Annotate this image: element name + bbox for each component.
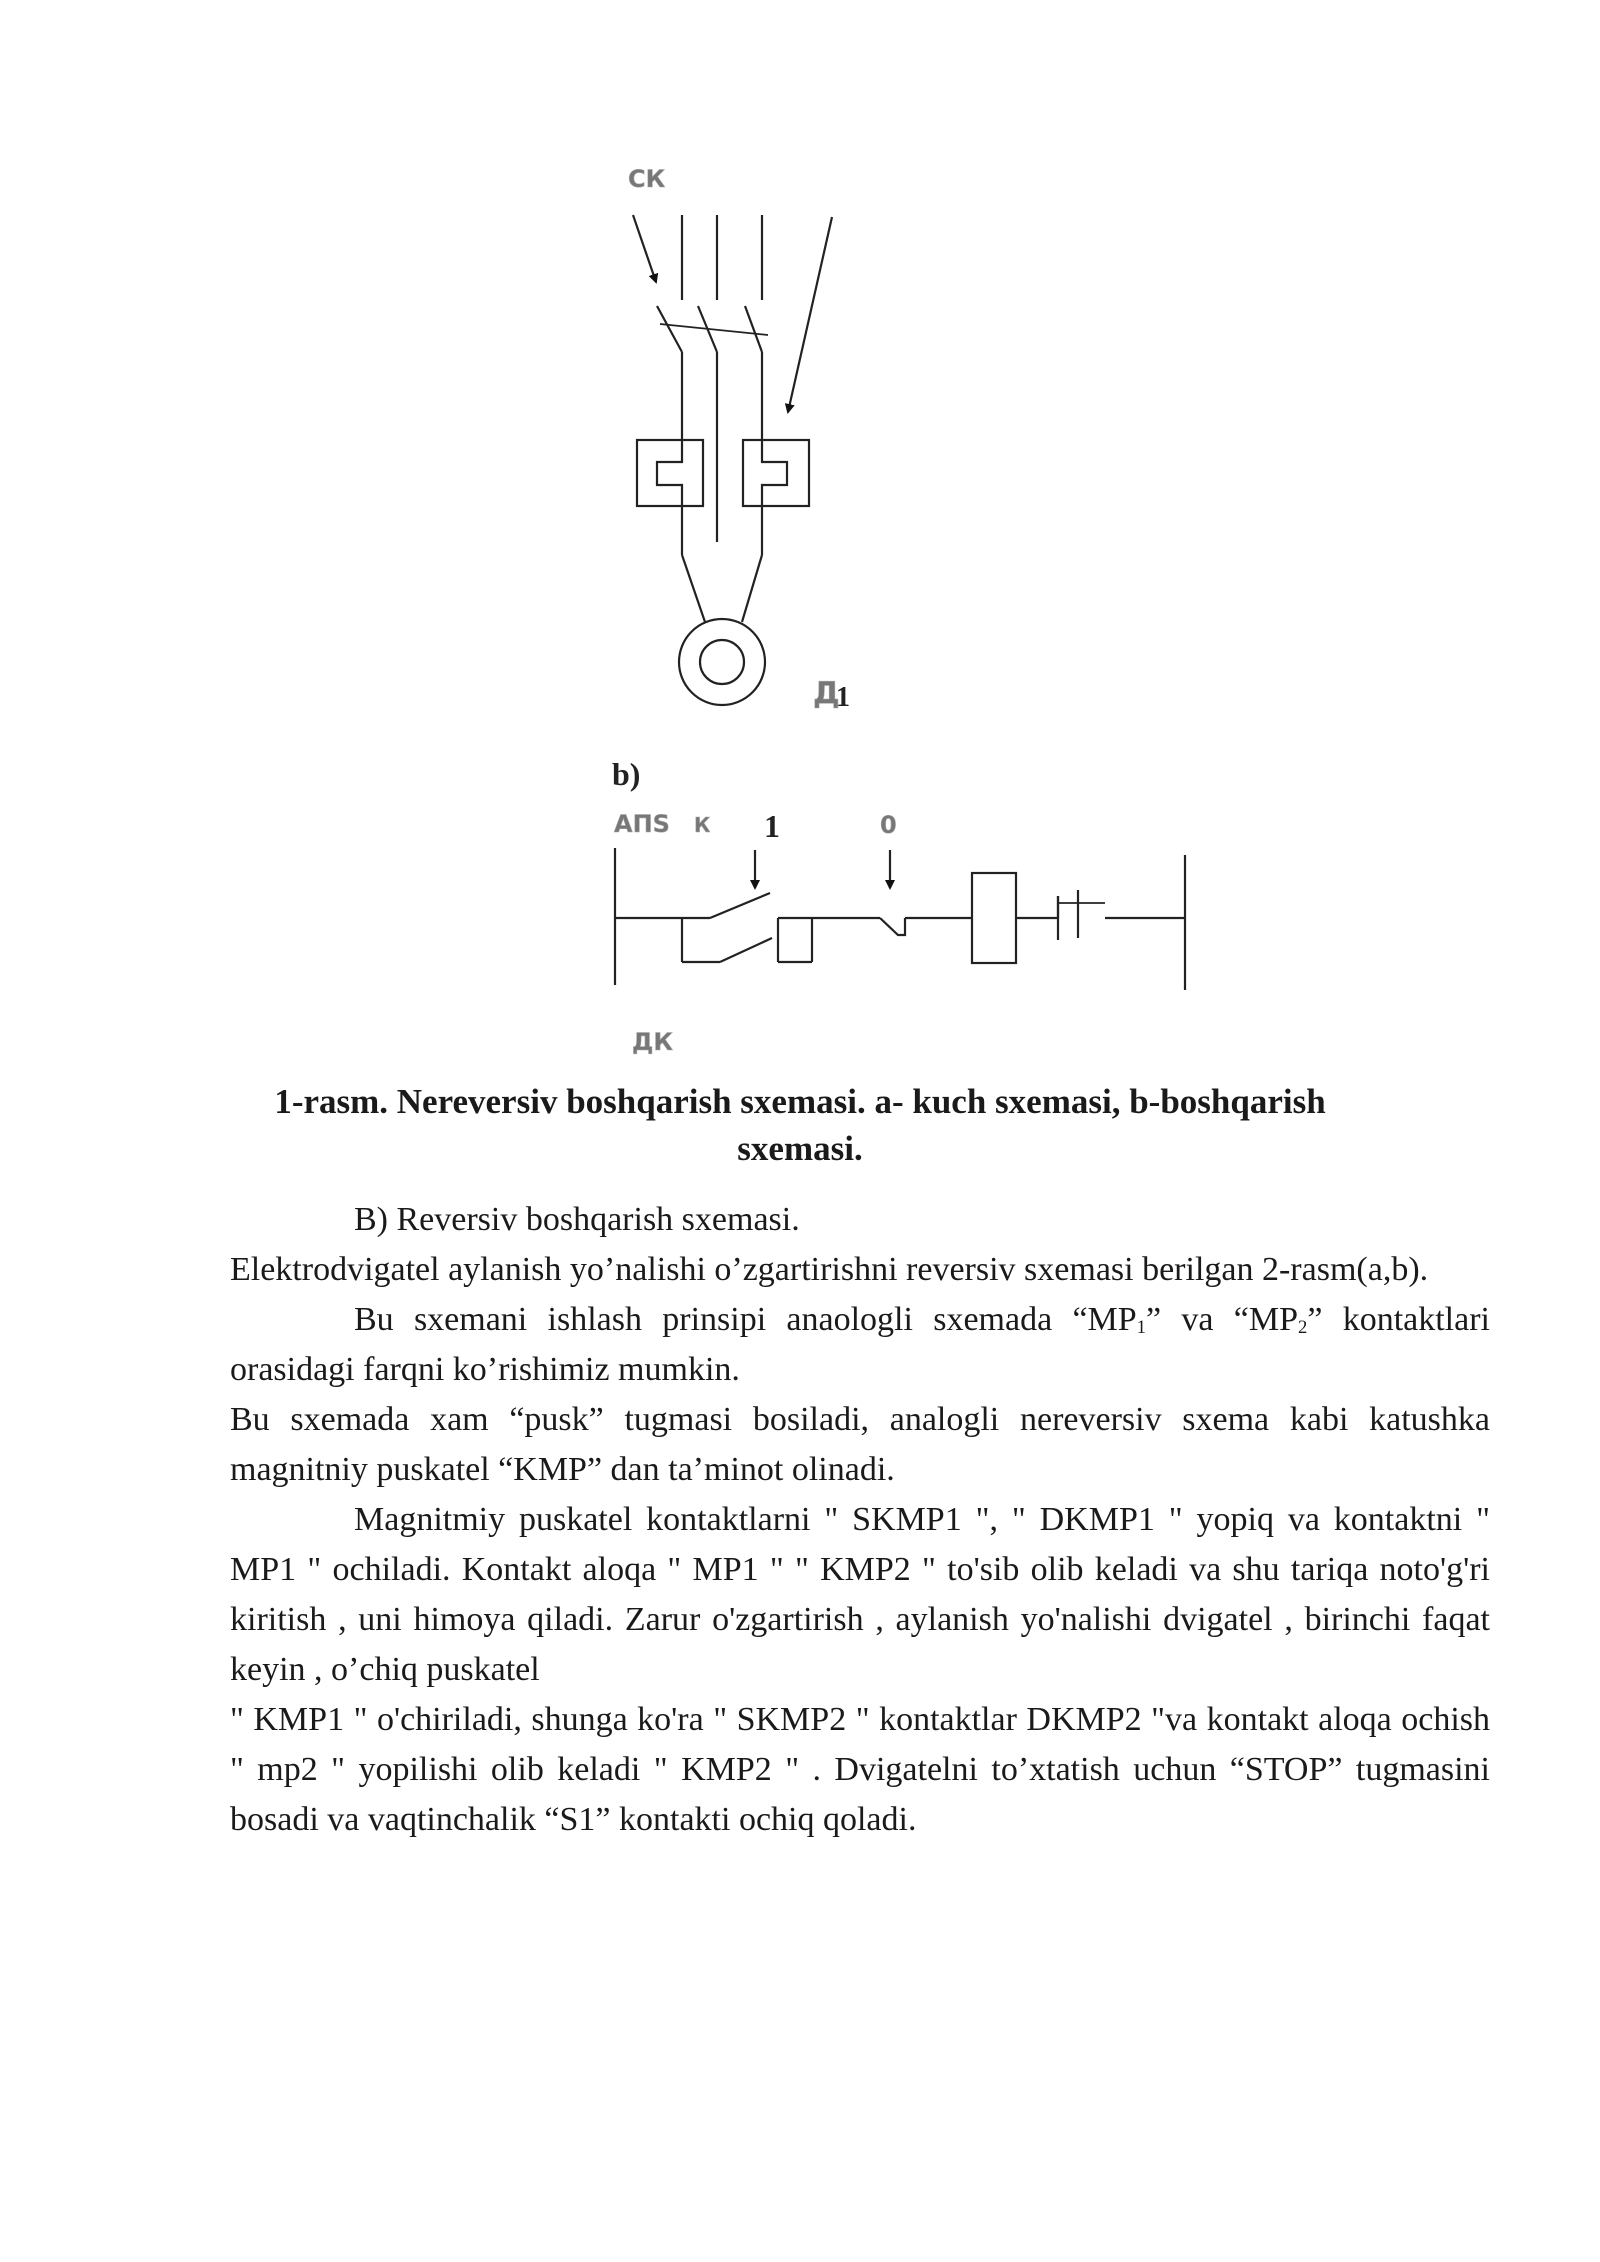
paragraph-5: Magnitmiy puskatel kontaktlarni " SKMP1 ", " DKMP1 " yopiq va kontaktni " MP1 " ochiladi. Kontakt aloqa " MP1 " " KMP2 " to'sib olib keladi va shu tariqa noto'g'ri kiritish , uni himoya qiladi. Zarur o'zgartirish , aylanish yo'nalishi dvigatel , birinchi faqat keyin , o’chiq puskatel (230, 1501, 1490, 1688)
ck-arrow (633, 215, 656, 282)
motor-inner (700, 640, 744, 684)
paragraph-6: " KMP1 " o'chiriladi, shunga ko'ra " SKMP2 " kontaktlar DKMP2 "va kontakt aloqa ochish " mp2 " yopilishi olib keladi " KMP2 " . Dvigatelni to’xtatish uchun “STOP” tugmasini bosadi va vaqtinchalik “S1” kontakti ochiq qoladi. (230, 1701, 1490, 1838)
hold-contact (720, 938, 772, 962)
paragraph-3 (230, 1295, 1490, 1395)
caption-line-2: sxemasi. (737, 1129, 863, 1168)
label-motor: Д (813, 676, 840, 711)
label-k: К (694, 813, 711, 837)
label-motor-index: 1 (836, 682, 850, 713)
label-b: b) (612, 756, 641, 792)
p3-text-b: ” va “MP (1146, 1301, 1298, 1338)
p3-text-a: Bu sxemani ishlash prinsipi anaologli sxemada “MP (354, 1301, 1137, 1338)
power-circuit (628, 165, 850, 713)
contactor-coil (972, 873, 1016, 963)
p3-sub-2: 2 (1297, 1316, 1308, 1338)
motor-outer (679, 619, 765, 705)
body-text (230, 1195, 1490, 1845)
p3-sub-1: 1 (1136, 1316, 1147, 1338)
label-ck: СК (628, 165, 666, 193)
control-circuit (612, 756, 1185, 1056)
label-dk: ДК (632, 1028, 673, 1056)
paragraph-heading: B) Reversiv boshqarish sxemasi. (354, 1201, 800, 1238)
circuit-diagram-figure (0, 0, 1600, 1070)
stop-contact (880, 918, 905, 935)
caption-line-1: 1-rasm. Nereversiv boshqarish sxemasi. a- kuch sxemasi, b-boshqarish (274, 1082, 1326, 1121)
switch-blade-3 (745, 306, 762, 352)
long-arrow (788, 217, 832, 412)
label-1: 1 (764, 808, 780, 844)
paragraph-4: Bu sxemada xam “pusk” tugmasi bosiladi, analogli nereversiv sxema kabi katushka magnitniy puskatel “KMP” dan ta’minot olinadi. (230, 1401, 1490, 1488)
paragraph-2: Elektrodvigatel aylanish yo’nalishi o’zgartirishni reversiv sxemasi berilgan 2-rasm(a,b). (230, 1251, 1429, 1288)
p3-text-c: ” kontaktlari orasidagi farqni ko’rishimiz mumkin. (230, 1301, 1490, 1388)
switch-blade-1 (657, 306, 682, 352)
label-aps: АПS (614, 810, 670, 838)
thermal-relay-right (743, 440, 809, 506)
figure-caption (230, 1078, 1370, 1172)
label-0: 0 (880, 811, 897, 839)
thermal-relay-left (637, 440, 703, 506)
start-contact (710, 893, 770, 918)
